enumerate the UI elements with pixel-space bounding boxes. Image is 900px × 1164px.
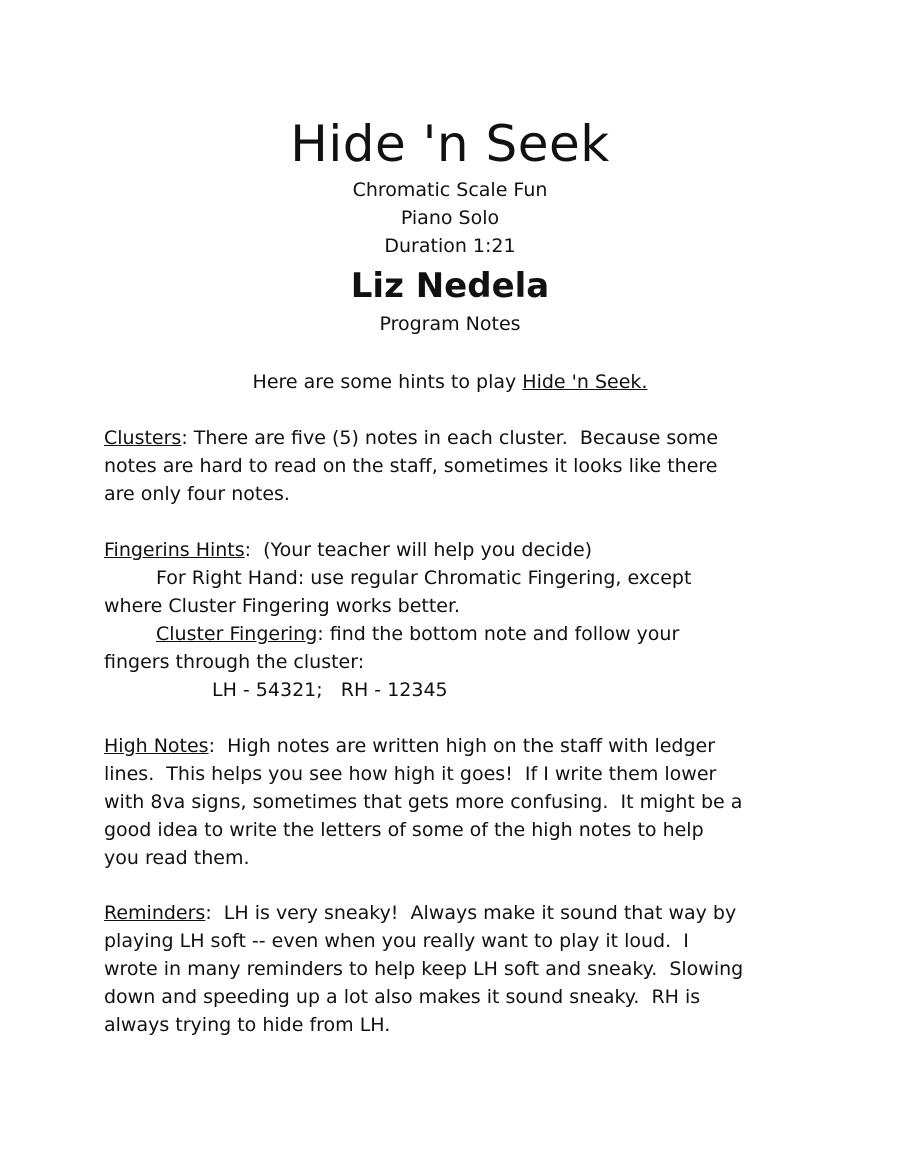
high-notes-line <box>104 732 804 760</box>
instrumentation: Piano Solo <box>400 207 500 229</box>
fingering-line: where Cluster Fingering works better. <box>104 595 461 617</box>
piece-subtitle: Chromatic Scale Fun <box>352 179 548 201</box>
reminders-line: playing LH soft -- even when you really want to play it loud. I <box>104 930 689 952</box>
cluster-fingering-text: : find the bottom note and follow your <box>317 623 680 645</box>
fingering-numbers: LH - 54321; RH - 12345 <box>212 679 448 701</box>
high-notes-line: you read them. <box>104 847 250 869</box>
reminders-heading: Reminders <box>104 902 206 924</box>
clusters-line: notes are hard to read on the staff, sometimes it looks like there <box>104 455 718 477</box>
reminders-line: down and speeding up a lot also makes it sound sneaky. RH is <box>104 986 701 1008</box>
fingering-line <box>104 536 804 564</box>
high-notes-line: lines. This helps you see how high it goes! If I write them lower <box>104 763 717 785</box>
document-header <box>0 112 900 338</box>
intro-piece-title: Hide 'n Seek. <box>522 371 648 393</box>
reminders-line <box>104 899 804 927</box>
fingering-line: For Right Hand: use regular Chromatic Fingering, except <box>156 567 692 589</box>
clusters-text: : There are five (5) notes in each cluster. Because some <box>181 427 719 449</box>
reminders-line: always trying to hide from LH. <box>104 1014 391 1036</box>
clusters-section <box>104 424 804 508</box>
fingering-heading: Fingerins Hints <box>104 539 245 561</box>
intro-line <box>0 368 900 396</box>
fingering-text: : (Your teacher will help you decide) <box>244 539 593 561</box>
duration: Duration 1:21 <box>384 235 516 257</box>
piece-title: Hide 'n Seek <box>290 115 610 173</box>
program-notes-label: Program Notes <box>379 313 521 335</box>
reminders-text: : LH is very sneaky! Always make it sound that way by <box>205 902 737 924</box>
reminders-line: wrote in many reminders to help keep LH soft and sneaky. Slowing <box>104 958 744 980</box>
intro-text: Here are some hints to play <box>252 371 523 393</box>
cluster-fingering-heading: Cluster Fingering <box>156 623 318 645</box>
high-notes-line: good idea to write the letters of some of the high notes to help <box>104 819 704 841</box>
clusters-heading: Clusters <box>104 427 182 449</box>
clusters-line: are only four notes. <box>104 483 290 505</box>
high-notes-heading: High Notes <box>104 735 209 757</box>
fingering-line <box>104 620 804 648</box>
reminders-section <box>104 899 804 1039</box>
high-notes-line: with 8va signs, sometimes that gets more confusing. It might be a <box>104 791 743 813</box>
composer-name: Liz Nedela <box>350 266 550 306</box>
fingering-line: fingers through the cluster: <box>104 651 365 673</box>
high-notes-section <box>104 732 804 872</box>
fingering-section <box>104 536 804 704</box>
clusters-line <box>104 424 804 452</box>
high-notes-text: : High notes are written high on the staff with ledger <box>208 735 716 757</box>
